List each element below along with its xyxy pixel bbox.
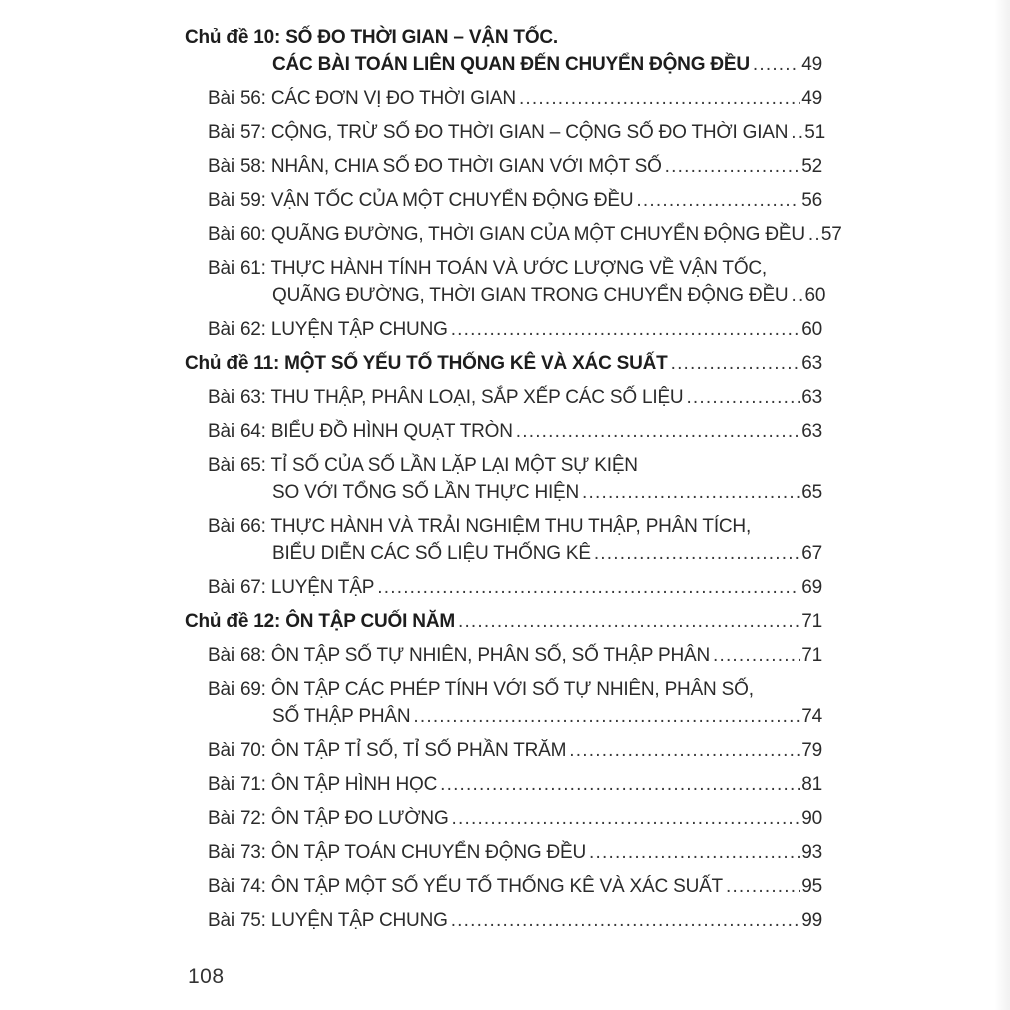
toc-entry-page: 65 — [801, 482, 822, 503]
toc-entry-text: SO VỚI TỔNG SỐ LẦN THỰC HIỆN — [272, 482, 580, 503]
toc-entry-page: 63 — [801, 387, 822, 408]
toc-entry-line — [185, 608, 822, 635]
dot-leader — [791, 119, 803, 146]
toc-entry-text: Bài 60: QUÃNG ĐƯỜNG, THỜI GIAN CỦA MỘT CHUYỂN ĐỘNG ĐỀU — [208, 224, 805, 245]
toc-entry-page: 60 — [804, 285, 826, 306]
toc-entry-line — [185, 51, 822, 78]
dot-leader — [377, 574, 800, 601]
toc-entry-line — [185, 642, 822, 669]
toc-entry-text: Chủ đề 12: ÔN TẬP CUỐI NĂM — [185, 611, 455, 632]
toc-entry-page: 51 — [804, 122, 826, 143]
toc-entry-page: 57 — [820, 224, 842, 245]
dot-leader — [452, 805, 801, 832]
dot-leader — [582, 479, 800, 506]
dot-leader — [686, 384, 800, 411]
toc-entry-line — [185, 540, 822, 567]
toc-entry-page: 63 — [801, 421, 822, 442]
toc-entry-text: Bài 59: VẬN TỐC CỦA MỘT CHUYỂN ĐỘNG ĐỀU — [208, 190, 634, 211]
toc-entry-line — [185, 350, 822, 377]
toc-entry-text: Bài 56: CÁC ĐƠN VỊ ĐO THỜI GIAN — [208, 88, 516, 109]
toc-entry-text: Chủ đề 10: SỐ ĐO THỜI GIAN – VẬN TỐC. — [185, 27, 559, 48]
toc-entry-page: 90 — [801, 808, 822, 829]
toc-entry-line — [185, 873, 822, 900]
toc-entry-line — [185, 805, 822, 832]
toc-entry-page: 95 — [801, 876, 822, 897]
dot-leader — [569, 737, 800, 764]
toc-entry-text: Bài 72: ÔN TẬP ĐO LƯỜNG — [208, 808, 449, 829]
dot-leader — [753, 51, 800, 78]
toc-entry-text: Chủ đề 11: MỘT SỐ YẾU TỐ THỐNG KÊ VÀ XÁC SUẤT — [185, 353, 668, 374]
toc-entry-page: 56 — [801, 190, 822, 211]
toc-entry-line — [185, 907, 822, 934]
page-edge-shadow — [994, 0, 1010, 1010]
toc-entry-text: Bài 57: CỘNG, TRỪ SỐ ĐO THỜI GIAN – CỘNG SỐ ĐO THỜI GIAN — [208, 122, 789, 143]
toc-entry-line — [185, 574, 822, 601]
toc-entry-line — [185, 839, 822, 866]
toc-entry-line — [185, 676, 822, 703]
toc-entry-text: Bài 66: THỰC HÀNH VÀ TRẢI NGHIỆM THU THẬP, PHÂN TÍCH, — [208, 516, 752, 537]
toc-entry-text: CÁC BÀI TOÁN LIÊN QUAN ĐẾN CHUYỂN ĐỘNG ĐỀU — [272, 54, 750, 75]
toc-entry-line — [185, 771, 822, 798]
toc-entry-page: 63 — [801, 353, 822, 374]
toc-entry-text: BIỂU DIỄN CÁC SỐ LIỆU THỐNG KÊ — [272, 543, 591, 564]
toc-entry-text: Bài 68: ÔN TẬP SỐ TỰ NHIÊN, PHÂN SỐ, SỐ THẬP PHÂN — [208, 645, 710, 666]
dot-leader — [665, 153, 801, 180]
toc-entry-line — [185, 316, 822, 343]
toc-entry-text: Bài 69: ÔN TẬP CÁC PHÉP TÍNH VỚI SỐ TỰ NHIÊN, PHÂN SỐ, — [208, 679, 754, 700]
dot-leader — [791, 282, 803, 309]
toc-entry-line — [185, 255, 822, 282]
toc-entry-line — [185, 119, 826, 146]
dot-leader — [516, 418, 801, 445]
toc-entry-page: 52 — [801, 156, 822, 177]
toc-entry-page: 67 — [801, 543, 822, 564]
toc-entry-line — [185, 85, 822, 112]
page-number: 108 — [188, 965, 225, 988]
toc-entry-line — [185, 479, 822, 506]
toc-entry-page: 99 — [801, 910, 822, 931]
toc-entry-page: 81 — [801, 774, 822, 795]
toc-entry-text: Bài 70: ÔN TẬP TỈ SỐ, TỈ SỐ PHẦN TRĂM — [208, 740, 567, 761]
dot-leader — [451, 316, 801, 343]
toc-entry-line — [185, 221, 842, 248]
toc-entry-line — [185, 384, 822, 411]
dot-leader — [589, 839, 800, 866]
toc-entry-text: Bài 73: ÔN TẬP TOÁN CHUYỂN ĐỘNG ĐỀU — [208, 842, 587, 863]
dot-leader — [413, 703, 800, 730]
toc-entry-page: 49 — [801, 54, 822, 75]
toc-entry-text: Bài 71: ÔN TẬP HÌNH HỌC — [208, 774, 438, 795]
toc-entry-line — [185, 24, 822, 51]
toc-entry-text: SỐ THẬP PHÂN — [272, 706, 411, 727]
dot-leader — [440, 771, 800, 798]
toc-entry-line — [185, 737, 822, 764]
toc-entry-text: Bài 64: BIỂU ĐỒ HÌNH QUẠT TRÒN — [208, 421, 513, 442]
toc-entry-text: Bài 58: NHÂN, CHIA SỐ ĐO THỜI GIAN VỚI MỘT SỐ — [208, 156, 662, 177]
toc-entry-text: Bài 67: LUYỆN TẬP — [208, 577, 375, 598]
toc-entry-page: 74 — [801, 706, 822, 727]
dot-leader — [458, 608, 800, 635]
dot-leader — [636, 187, 800, 214]
dot-leader — [671, 350, 801, 377]
toc-entry-page: 79 — [801, 740, 822, 761]
toc-entry-page: 60 — [801, 319, 822, 340]
toc-entry-line — [185, 282, 826, 309]
dot-leader — [451, 907, 801, 934]
toc-entry-page: 71 — [801, 611, 822, 632]
toc-entry-page: 49 — [801, 88, 822, 109]
toc-entry-text: Bài 61: THỰC HÀNH TÍNH TOÁN VÀ ƯỚC LƯỢNG VỀ VẬN TỐC, — [208, 258, 768, 279]
toc-entry-line — [185, 153, 822, 180]
toc-entry-line — [185, 452, 822, 479]
toc-entry-line — [185, 513, 822, 540]
dot-leader — [726, 873, 800, 900]
toc-entry-page: 69 — [801, 577, 822, 598]
toc-entry-text: Bài 63: THU THẬP, PHÂN LOẠI, SẮP XẾP CÁC SỐ LIỆU — [208, 387, 684, 408]
dot-leader — [713, 642, 800, 669]
toc-entry-text: Bài 75: LUYỆN TẬP CHUNG — [208, 910, 448, 931]
toc-entry-line — [185, 418, 822, 445]
toc-entry-page: 71 — [801, 645, 822, 666]
toc-entry-text: Bài 74: ÔN TẬP MỘT SỐ YẾU TỐ THỐNG KÊ VÀ XÁC SUẤT — [208, 876, 723, 897]
toc-list — [185, 24, 842, 934]
toc-entry-text: Bài 65: TỈ SỐ CỦA SỐ LẦN LẶP LẠI MỘT SỰ KIỆN — [208, 455, 638, 476]
dot-leader — [519, 85, 800, 112]
toc-entry-text: QUÃNG ĐƯỜNG, THỜI GIAN TRONG CHUYỂN ĐỘNG ĐỀU — [272, 285, 789, 306]
dot-leader — [808, 221, 820, 248]
toc-entry-line — [185, 703, 822, 730]
dot-leader — [594, 540, 800, 567]
toc-entry-text: Bài 62: LUYỆN TẬP CHUNG — [208, 319, 448, 340]
toc-entry-line — [185, 187, 822, 214]
toc-entry-page: 93 — [801, 842, 822, 863]
